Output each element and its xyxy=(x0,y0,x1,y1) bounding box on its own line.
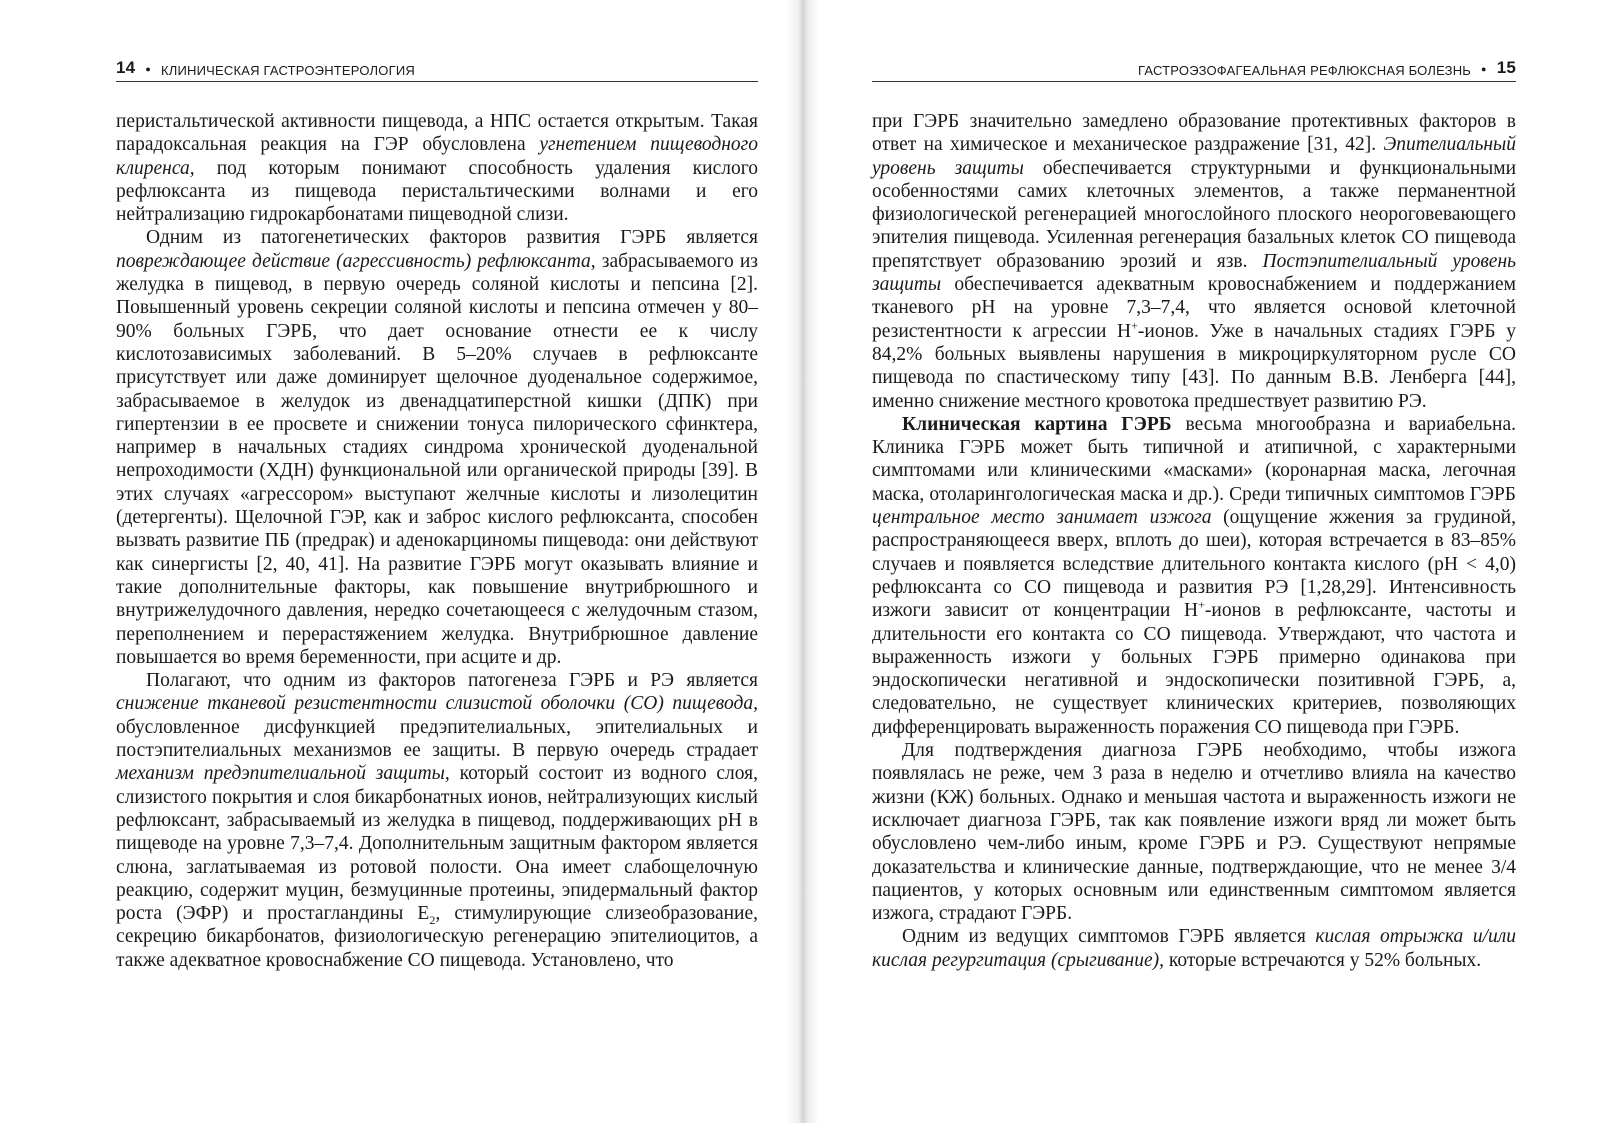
book-gutter xyxy=(786,0,820,1123)
text-span: Одним из ведущих симптомов ГЭРБ является xyxy=(902,926,1316,948)
text-span: забрасываемого из желудка в пищевод, в первую очередь соляной кислоты и пепсина [2]. Повышенный уровень секреции соляной кислоты и пепсина отмечен у 80–90% больных ГЭРБ, что дает основание отнести ее к числу кислотозависимых заболеваний. В 5–20% случаев в рефлюксанте присутствует или даже доминирует щелочное дуоденальное содержимое, забрасываемое в желудок из двенадцатиперстной кишки (ДПК) при гипертензии в ее просвете и снижении тонуса пилорического сфинктера, например в начальных стадиях синдрома хронической дуоденальной непроходимости (ХДН) функциональной или органической природы [39]. В этих случаях «агрессором» выступают желчные кислоты и лизолецитин (детергенты). Щелочной ГЭР, как и заброс кислого рефлюксанта, способен вызвать развитие ПБ (предрак) и аденокарциномы пищевода: они действуют как синергисты [2, 40, 41]. На развитие ГЭРБ могут оказывать влияние и такие дополнительные факторы, как повышение внутрибрюшного и внутрижелудочного давления, нередко сочетающееся с желудочным стазом, переполнением и перерастяжением желудка. Внутрибрюшное давление повышается во время беременности, при асците и др. xyxy=(116,250,758,668)
right-page-number: 15 xyxy=(1496,58,1516,77)
italic-term: кислая отрыжка и/или кислая регургитация (срыгивание), xyxy=(872,926,1516,971)
right-paragraph-3 xyxy=(872,739,1516,925)
text-span: весьма многообразна и вариабельна. Клиника ГЭРБ может быть типичной и атипичной, с характерными симптомами или клиническими «масками» (коронарная маска, легочная маска, отоларингологическая маска и др.). Среди типичных симптомов ГЭРБ xyxy=(872,413,1517,505)
left-paragraph-3 xyxy=(116,669,758,972)
italic-term: повреждающее действие (агрессивность) рефлюксанта, xyxy=(116,250,596,272)
text-span: Одним из патогенетических факторов развития ГЭРБ является xyxy=(146,227,758,249)
text-span: (ощущение жжения за грудиной, распространяющееся вверх, вплоть до шеи), которая встречается в 83–85% случаев и появляется вследствие длительного контакта кислого (pH < 4,0) рефлюксанта со СО пищевода и развития РЭ [1,28,29]. Интенсивность изжоги зависит от концентрации H xyxy=(872,507,1516,622)
header-bullet-icon: ● xyxy=(1481,64,1487,74)
bold-heading-term: Клиническая картина ГЭРБ xyxy=(902,413,1172,435)
text-span: -ионов в рефлюксанте, частоты и длительности его контакта со СО пищевода. Утверждают, что частота и выраженность изжоги у больных ГЭРБ примерно одинакова при эндоскопически негативной и эндоскопически позитивной ГЭРБ, а, следовательно, не существует клинических критериев, позволяющих дифференцировать выраженность поражения СО пищевода при ГЭРБ. xyxy=(872,600,1516,738)
text-span: Полагают, что одним из факторов патогенеза ГЭРБ и РЭ является xyxy=(146,670,758,692)
superscript: + xyxy=(1198,597,1205,612)
subscript: 2 xyxy=(429,912,436,927)
right-paragraph-4 xyxy=(872,925,1516,972)
left-page-number: 14 xyxy=(116,58,136,77)
header-bullet-icon: ● xyxy=(145,64,151,74)
text-span: -ионов. Уже в начальных стадиях ГЭРБ у 84,2% больных выявлены нарушения в микроциркуляторном русле СО пищевода по спастическому типу [43]. По данным В.В. Ленберга [44], именно снижение местного кровотока предшествует развитию РЭ. xyxy=(872,320,1516,412)
text-span: , стимулирующие слизеобразование, секрецию бикарбонатов, физиологическую регенерацию эпителиоцитов, а также адекватное кровоснабжение СО пищевода. Установлено, что xyxy=(116,903,759,971)
text-span: обеспечивается структурными и функциональными особенностями самих клеточных элементов, а также перманентной физиологической регенерацией многослойного плоского неороговевающего эпителия пищевода. Усиленная регенерация базальных клеток СО пищевода препятствует образованию эрозий и язв. xyxy=(872,157,1517,272)
italic-term: механизм предэпителиальной защиты, xyxy=(116,763,450,785)
text-span: под которым понимают способность удаления кислого рефлюксанта из пищевода перистальтическими волнами и его нейтрализацию гидрокарбонатами пищеводной слизи. xyxy=(116,157,758,226)
text-span: при ГЭРБ значительно замедлено образование протективных факторов в ответ на химическое и механическое раздражение [31, 42]. xyxy=(872,111,1516,156)
right-page-header xyxy=(872,58,1516,82)
left-paragraph-2 xyxy=(116,226,758,669)
left-page-header xyxy=(116,58,758,82)
right-page-body xyxy=(872,110,1516,972)
left-running-title: КЛИНИЧЕСКАЯ ГАСТРОЭНТЕРОЛОГИЯ xyxy=(160,63,415,78)
italic-term: центральное место занимает изжога xyxy=(872,507,1212,529)
text-span: обусловленное дисфункцией предэпителиальных, эпителиальных и постэпителиальных механизмов ее защиты. В первую очередь страдает xyxy=(116,716,758,762)
italic-term: Эпителиальный уровень защиты xyxy=(872,134,1516,179)
left-page-body xyxy=(116,110,758,972)
text-span: Для подтверждения диагноза ГЭРБ необходимо, чтобы изжога появлялась не реже, чем 3 раза в неделю и отчетливо влияла на качество жизни (КЖ) больных. Однако и меньшая частота и выраженность изжоги не исключает диагноза ГЭРБ, так как появление изжоги вряд ли может быть обусловлено чем-либо иным, кроме ГЭРБ и РЭ. Существуют непрямые доказательства и клинические данные, подтверждающие, что не менее 3/4 пациентов, у которых основным или единственным симптомом является изжога, страдают ГЭРБ. xyxy=(872,740,1516,925)
text-span: перистальтической активности пищевода, а НПС остается открытым. Такая парадоксальная реакция на ГЭР обусловлена xyxy=(116,111,758,156)
right-paragraph-1 xyxy=(872,110,1516,413)
italic-term: снижение тканевой резистентности слизистой оболочки (СО) пищевода, xyxy=(116,693,758,715)
text-span: обеспечивается адекватным кровоснабжением и поддержанием тканевого pH на уровне 7,3–7,4, что является основой клеточной резистентности к агрессии H xyxy=(872,274,1516,342)
right-running-title: ГАСТРОЭЗОФАГЕАЛЬНАЯ РЕФЛЮКСНАЯ БОЛЕЗНЬ xyxy=(1138,63,1472,78)
text-span: который состоит из водного слоя, слизистого покрытия и слоя бикарбонатных ионов, нейтрализующих кислый рефлюксант, забрасываемый из желудка в пищевод, поддерживающих pH в пищеводе на уровне 7,3–7,4. Дополнительным защитным фактором является слюна, заглатываемая из ротовой полости. Она имеет слабощелочную реакцию, содержит муцин, безмуцинные протеины, эпидермальный фактор роста (ЭФР) и простагландины E xyxy=(116,763,758,925)
right-paragraph-2 xyxy=(872,413,1516,739)
left-paragraph-1 xyxy=(116,110,758,226)
italic-term: Постэпителиальный уровень защиты xyxy=(872,250,1516,296)
italic-term: угнетением пищеводного клиренса, xyxy=(116,134,758,179)
superscript: + xyxy=(1131,318,1138,333)
text-span: которые встречаются у 52% больных. xyxy=(1163,949,1482,971)
